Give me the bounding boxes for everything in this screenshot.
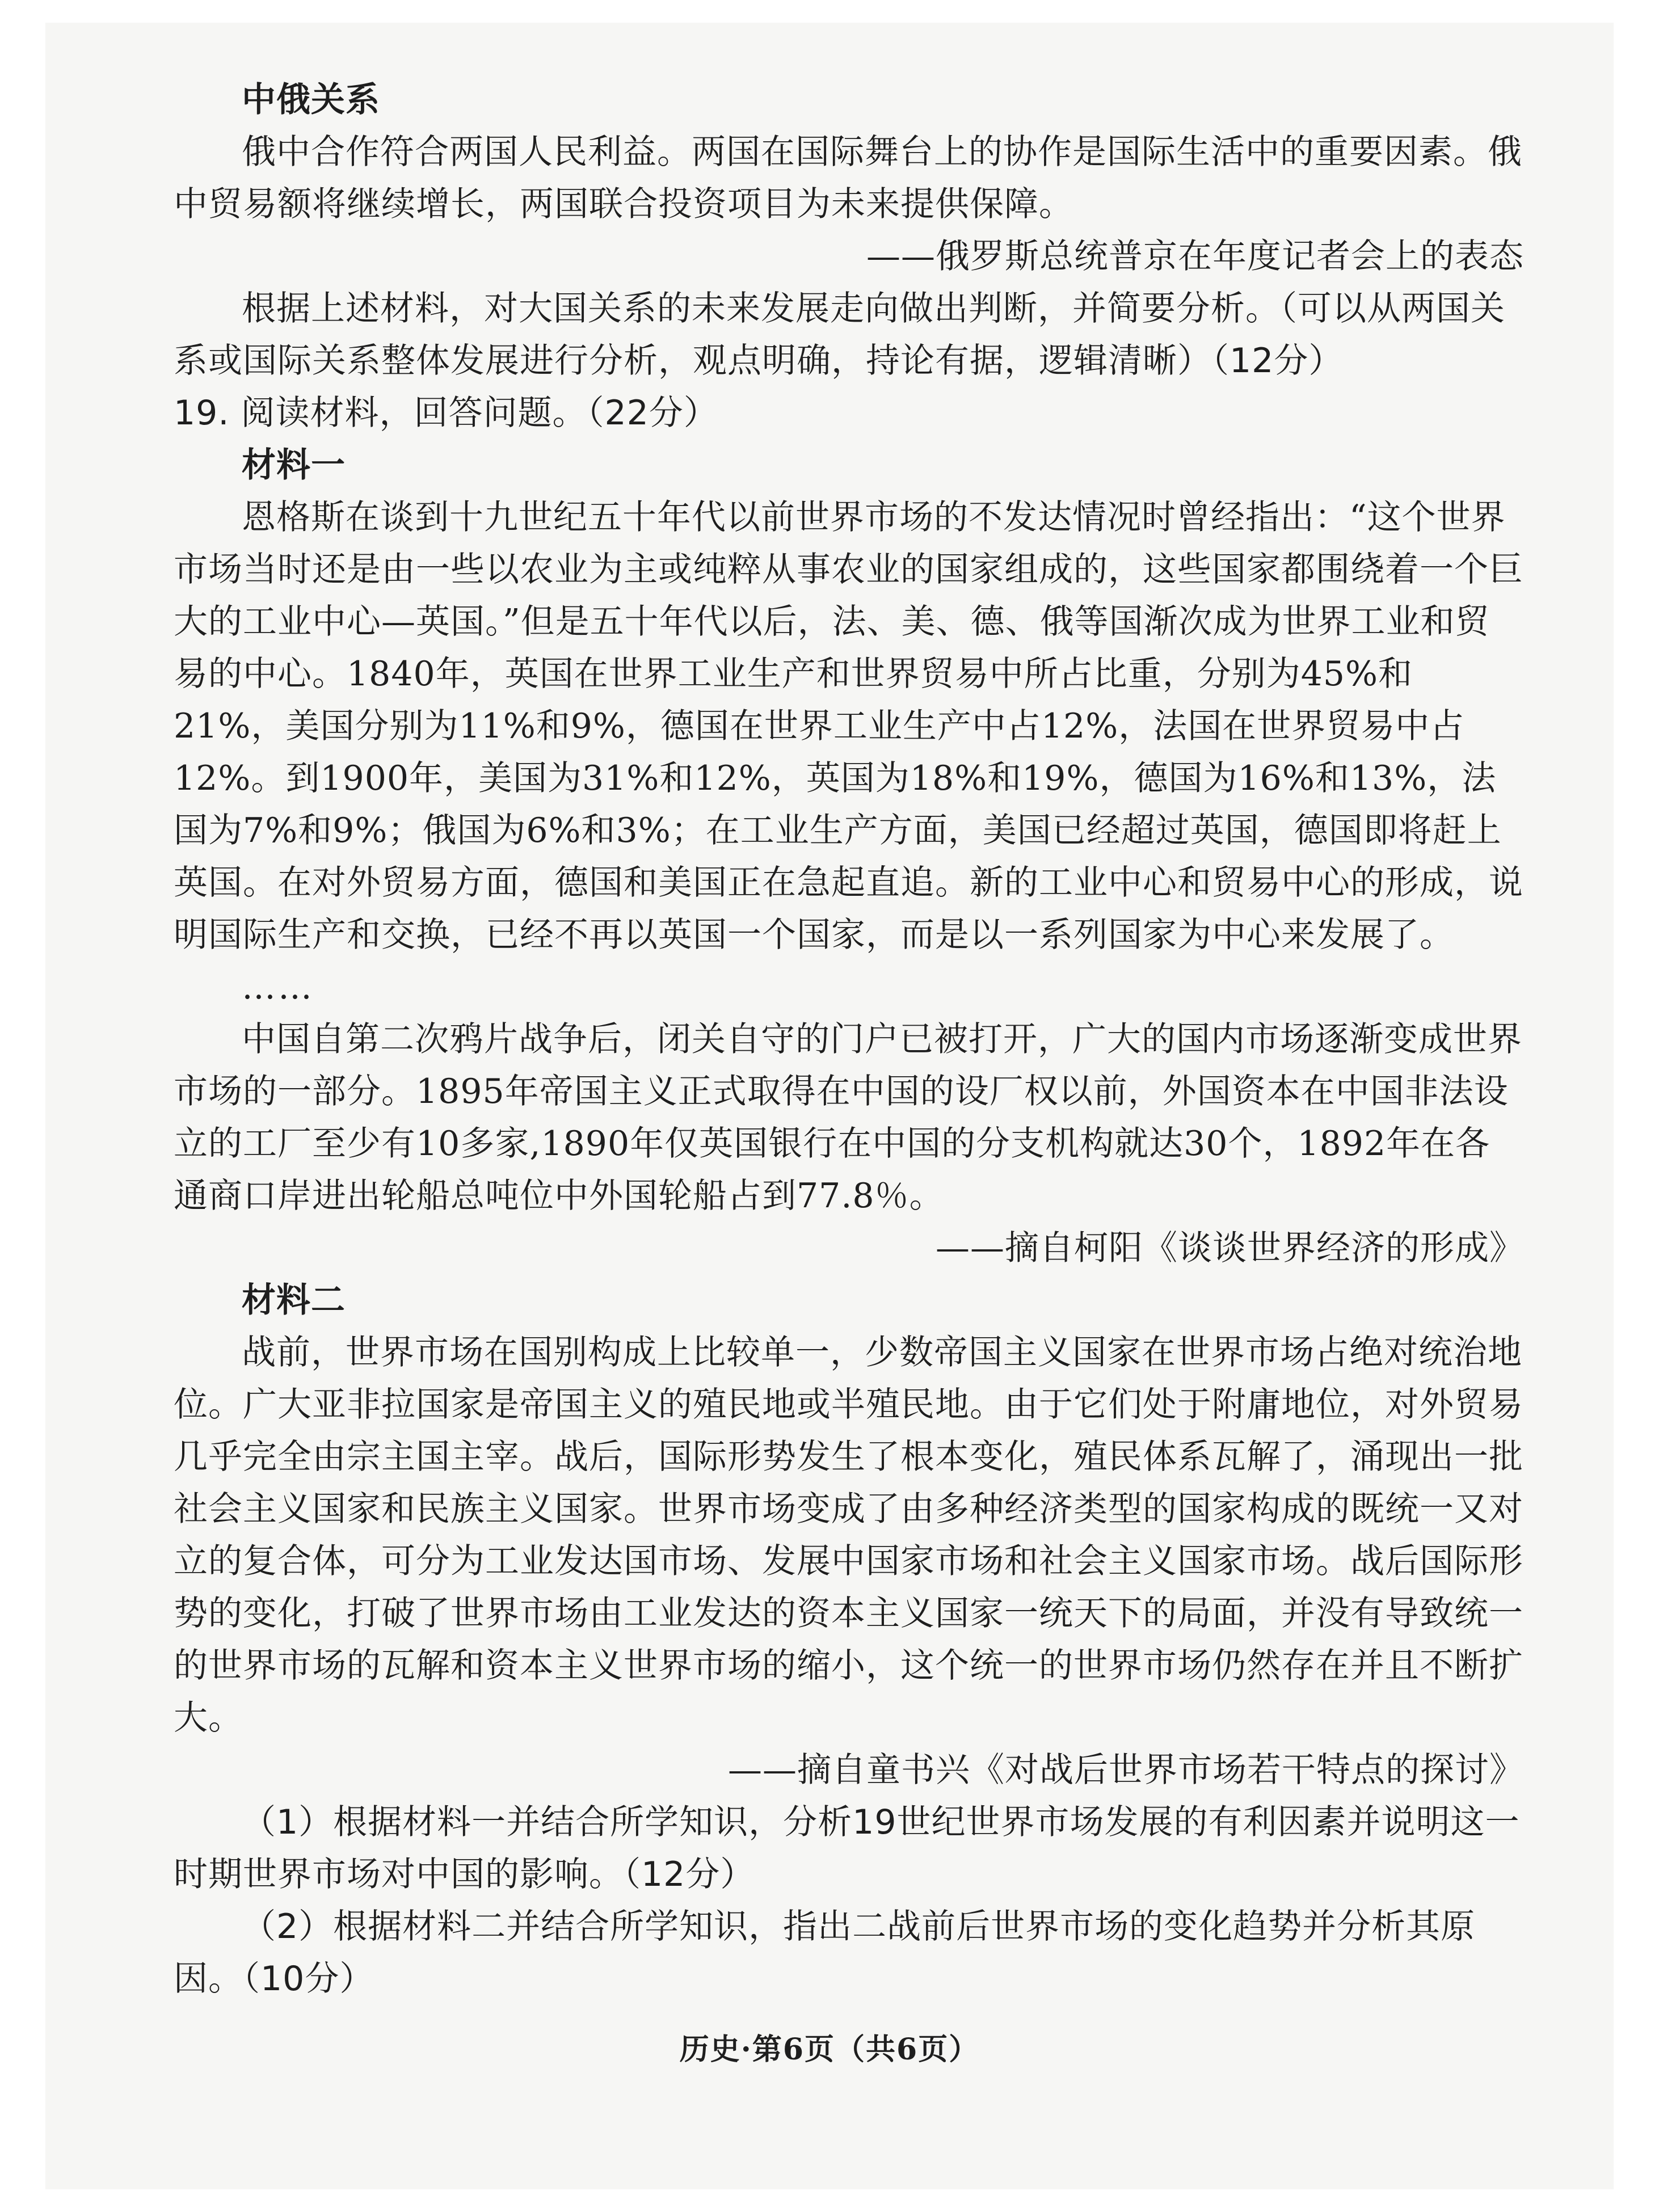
exam-page [45, 23, 1614, 2189]
material2-paragraph: 战前，世界市场在国别构成上比较单一，少数帝国主义国家在世界市场占绝对统治地位。广大亚非拉国家是帝国主义的殖民地或半殖民地。由于它们处于附庸地位，对外贸易几乎完全由宗主国主宰。战后，国际形势发生了根本变化，殖民体系瓦解了，涌现出一批社会主义国家和民族主义国家。世界市场变成了由多种经济类型的国家构成的既统一又对立的复合体，可分为工业发达国市场、发展中国家市场和社会主义国家市场。战后国际形势的变化，打破了世界市场由工业发达的资本主义国家一统天下的局面，并没有导致统一的世界市场的瓦解和资本主义世界市场的缩小，这个统一的世界市场仍然存在并且不断扩大。 [174, 1333, 1523, 1738]
material1-heading: 材料一 [242, 445, 346, 485]
question-2: （2）根据材料二并结合所学知识，指出二战前后世界市场的变化趋势并分析其原因。（10分） [174, 1907, 1476, 1999]
question-1: （1）根据材料一并结合所学知识，分析19世纪世界市场发展的有利因素并说明这一时期世界市场对中国的影响。（12分） [174, 1802, 1520, 1894]
putin-source: ——俄罗斯总统普京在年度记者会上的表态 [866, 237, 1524, 276]
putin-quote: 俄中合作符合两国人民利益。两国在国际舞台上的协作是国际生活中的重要因素。俄中贸易额将继续增长，两国联合投资项目为未来提供保障。 [174, 132, 1522, 224]
material1-paragraph1: 恩格斯在谈到十九世纪五十年代以前世界市场的不发达情况时曾经指出：“这个世界市场当时还是由一些以农业为主或纯粹从事农业的国家组成的，这些国家都围绕着一个巨大的工业中心—英国。”但是五十年代以后，法、美、德、俄等国渐次成为世界工业和贸易的中心。1840年，英国在世界工业生产和世界贸易中所占比重，分别为45%和21%，美国分别为11%和9%，德国在世界工业生产中占12%，法国在世界贸易中占12%。到1900年，美国为31%和12%，英国为18%和19%，德国为16%和13%，法国为7%和9%；俄国为6%和3%；在工业生产方面，美国已经超过英国，德国即将赶上英国。在对外贸易方面，德国和美国正在急起直追。新的工业中心和贸易中心的形成，说明国际生产和交换，已经不再以英国一个国家，而是以一系列国家为中心来发展了。 [174, 498, 1523, 955]
q18-prompt: 根据上述材料，对大国关系的未来发展走向做出判断，并简要分析。（可以从两国关系或国际关系整体发展进行分析，观点明确，持论有据，逻辑清晰）（12分） [174, 289, 1505, 381]
material1-source: ——摘自柯阳《谈谈世界经济的形成》 [936, 1228, 1524, 1268]
material1-paragraph2: 中国自第二次鸦片战争后，闭关自守的门户已被打开，广大的国内市场逐渐变成世界市场的一部分。1895年帝国主义正式取得在中国的设厂权以前，外国资本在中国非法设立的工厂至少有10多家,1890年仅英国银行在中国的分支机构就达30个，1892年在各通商口岸进出轮船总吨位中外国轮船占到77.8％。 [174, 1019, 1522, 1216]
material1-ellipsis: …… [242, 967, 314, 1007]
q19-title: 19. 阅读材料，回答问题。（22分） [174, 393, 718, 433]
material2-source: ——摘自童书兴《对战后世界市场若干特点的探讨》 [728, 1750, 1524, 1790]
section-heading: 中俄关系 [242, 80, 380, 120]
material2-heading: 材料二 [242, 1280, 346, 1320]
page-content [174, 74, 1524, 2005]
page-footer: 历史·第6页（共6页） [679, 2032, 980, 2067]
